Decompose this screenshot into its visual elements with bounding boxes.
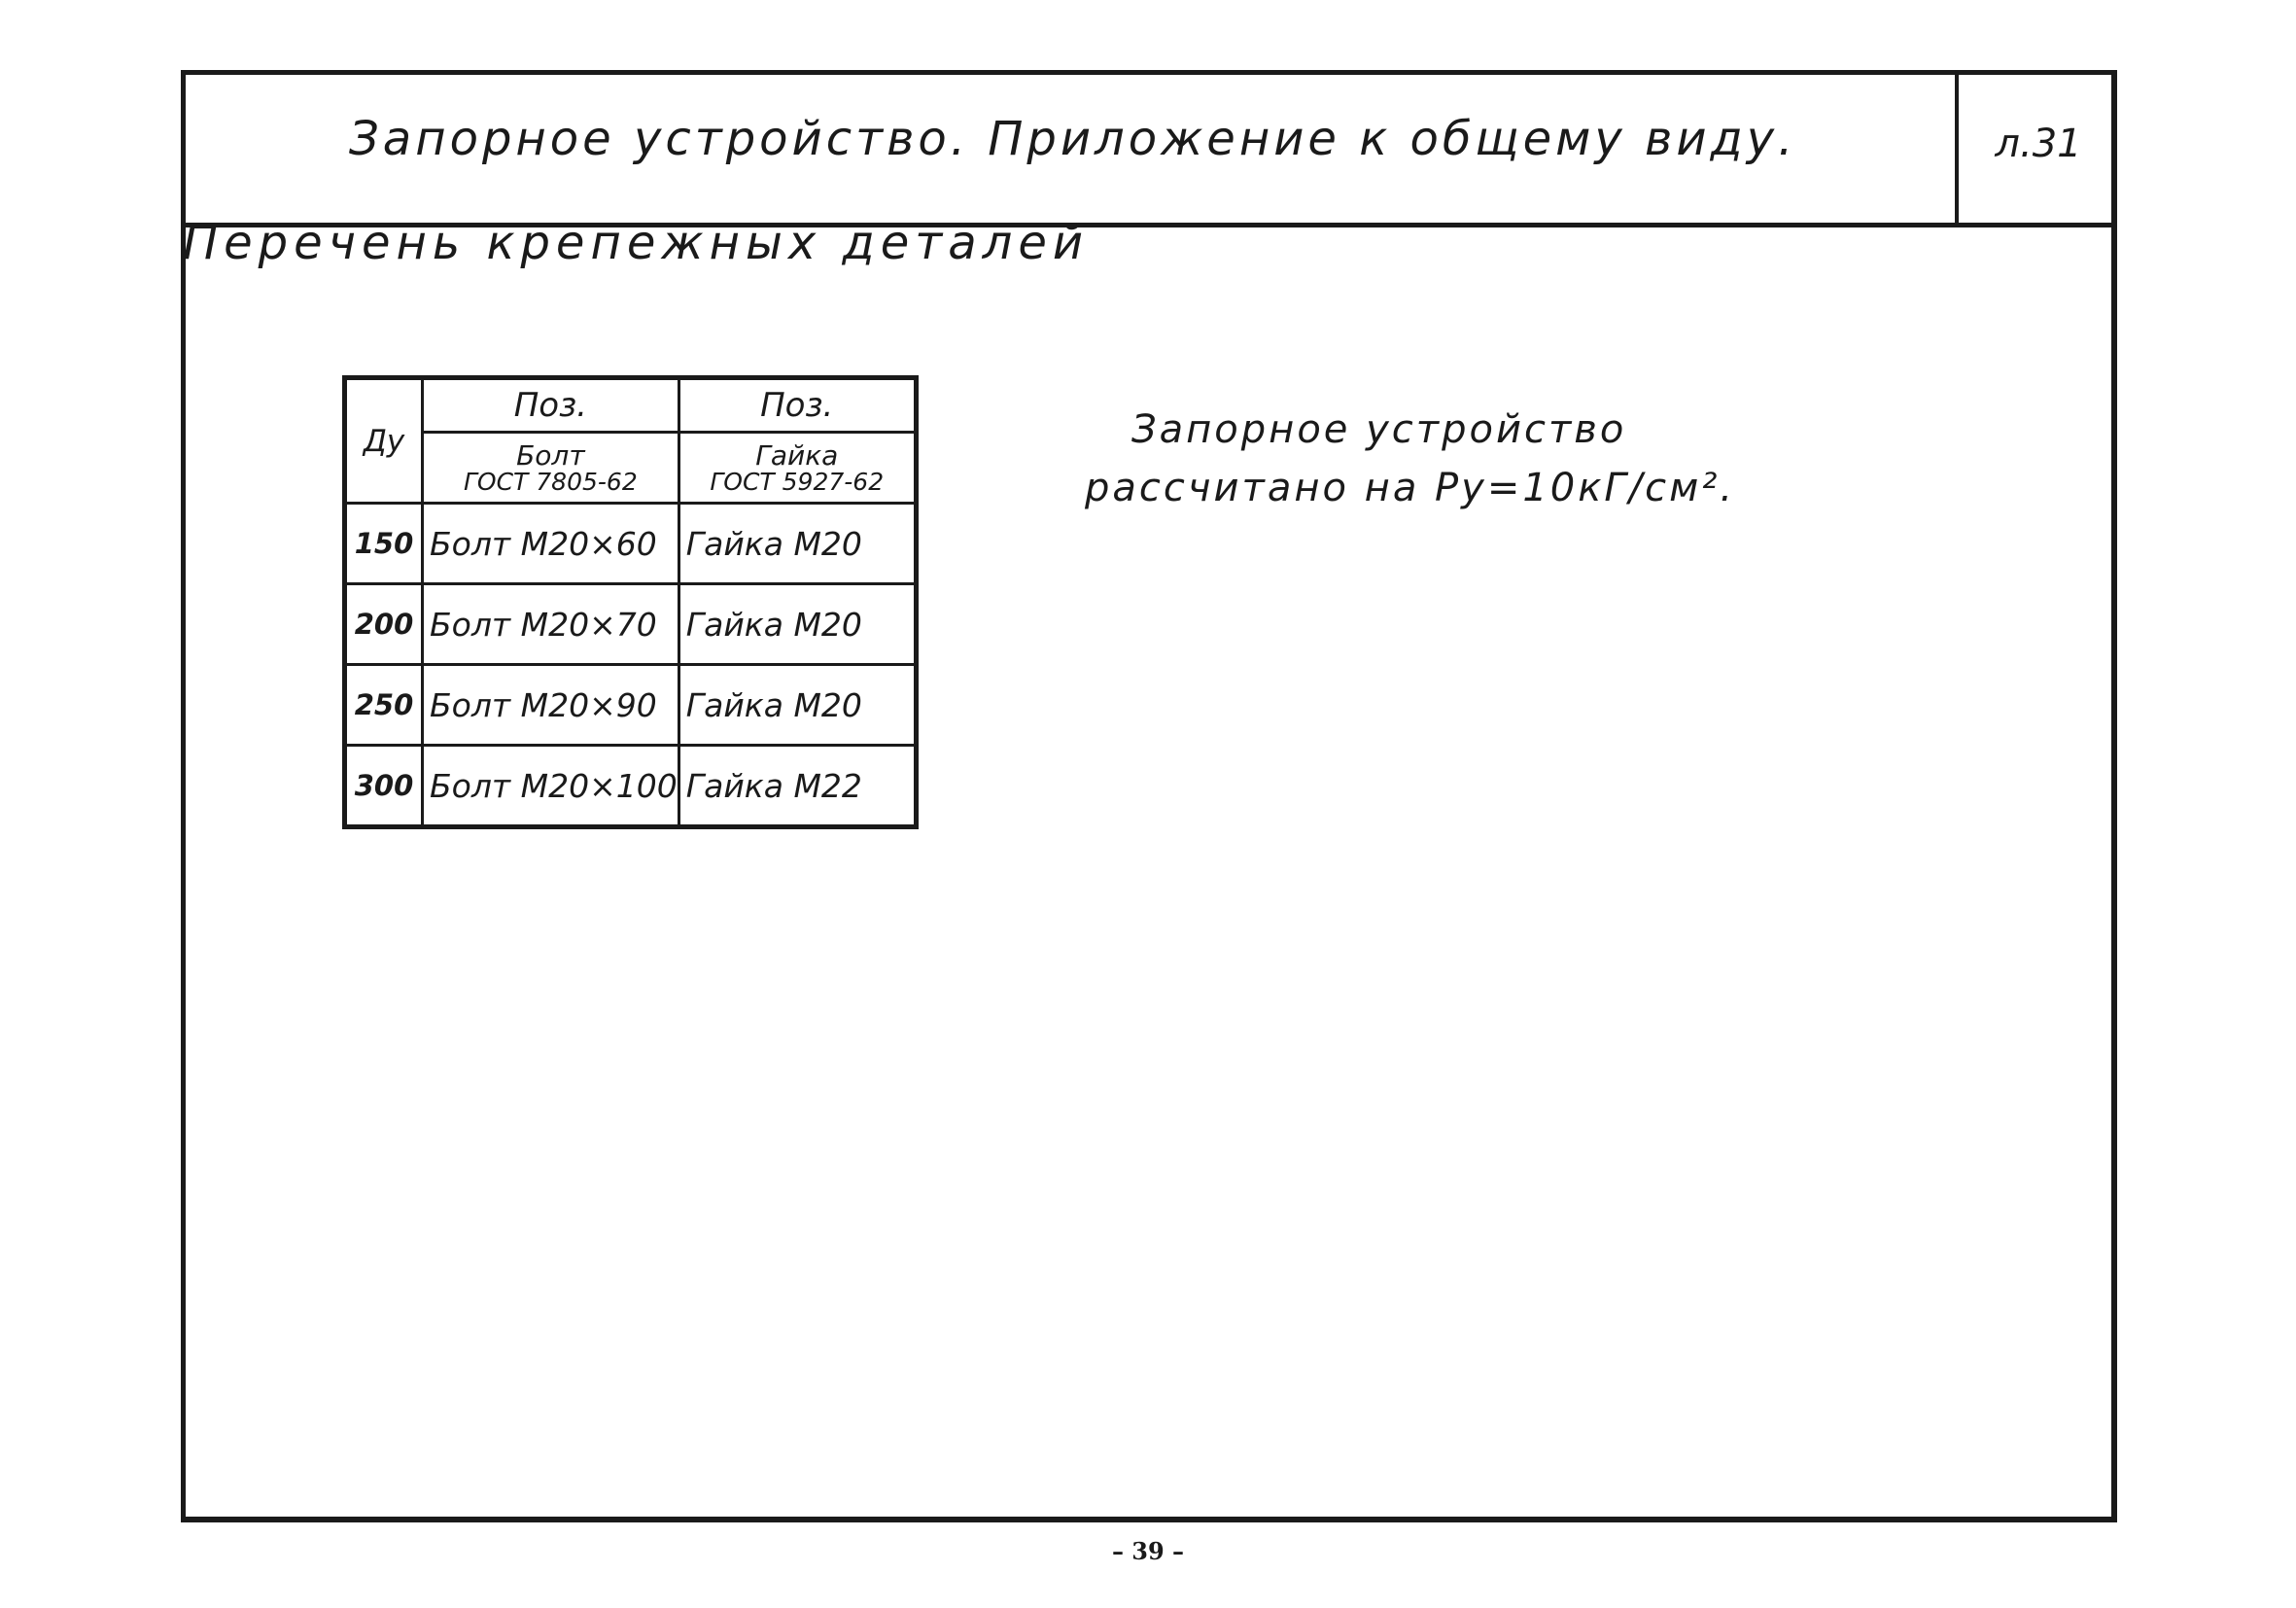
nut-item-name: Гайка: [755, 438, 839, 472]
table-row: [345, 665, 917, 746]
nut-standard: ГОСТ 5927-62: [710, 467, 885, 496]
bolt-standard: ГОСТ 7805-62: [464, 467, 638, 496]
table-row: [345, 746, 917, 827]
nut-spec: Гайка М20: [678, 584, 916, 665]
du-value: 150: [345, 504, 423, 584]
sheet-number: л.31: [1995, 122, 2082, 166]
document-title: Запорное устройство. Приложение к общему виду.: [349, 112, 1797, 166]
bolt-item-name: Болт: [516, 438, 585, 472]
nut-item-header: [678, 433, 916, 504]
nut-spec: Гайка М20: [678, 665, 916, 746]
table-row: [345, 584, 917, 665]
du-value: 250: [345, 665, 423, 746]
table-row: [345, 504, 917, 584]
nut-spec: Гайка М20: [678, 504, 916, 584]
note-line-1: Запорное устройство: [1131, 407, 1627, 452]
bolt-item-header: [423, 433, 679, 504]
du-value: 300: [345, 746, 423, 827]
fastener-table: [342, 375, 919, 829]
du-header: Ду: [345, 378, 423, 504]
bolt-spec: Болт М20×90: [423, 665, 679, 746]
note-line-2: рассчитано на Ру=10кГ/см².: [1085, 466, 1736, 510]
table-subheader-row: [345, 433, 917, 504]
nut-spec: Гайка М22: [678, 746, 916, 827]
pressure-rating-note: [1085, 401, 1735, 517]
bolt-pos-header: Поз.: [423, 378, 679, 433]
nut-pos-header: Поз.: [678, 378, 916, 433]
bolt-spec: Болт М20×70: [423, 584, 679, 665]
table-header-row: [345, 378, 917, 433]
fastener-list-title: Перечень крепежных деталей: [183, 216, 1090, 270]
page-number: – 39 –: [1111, 1537, 1185, 1565]
bolt-spec: Болт М20×60: [423, 504, 679, 584]
sheet-number-divider: [1955, 75, 1959, 227]
bolt-spec: Болт М20×100: [423, 746, 679, 827]
du-value: 200: [345, 584, 423, 665]
